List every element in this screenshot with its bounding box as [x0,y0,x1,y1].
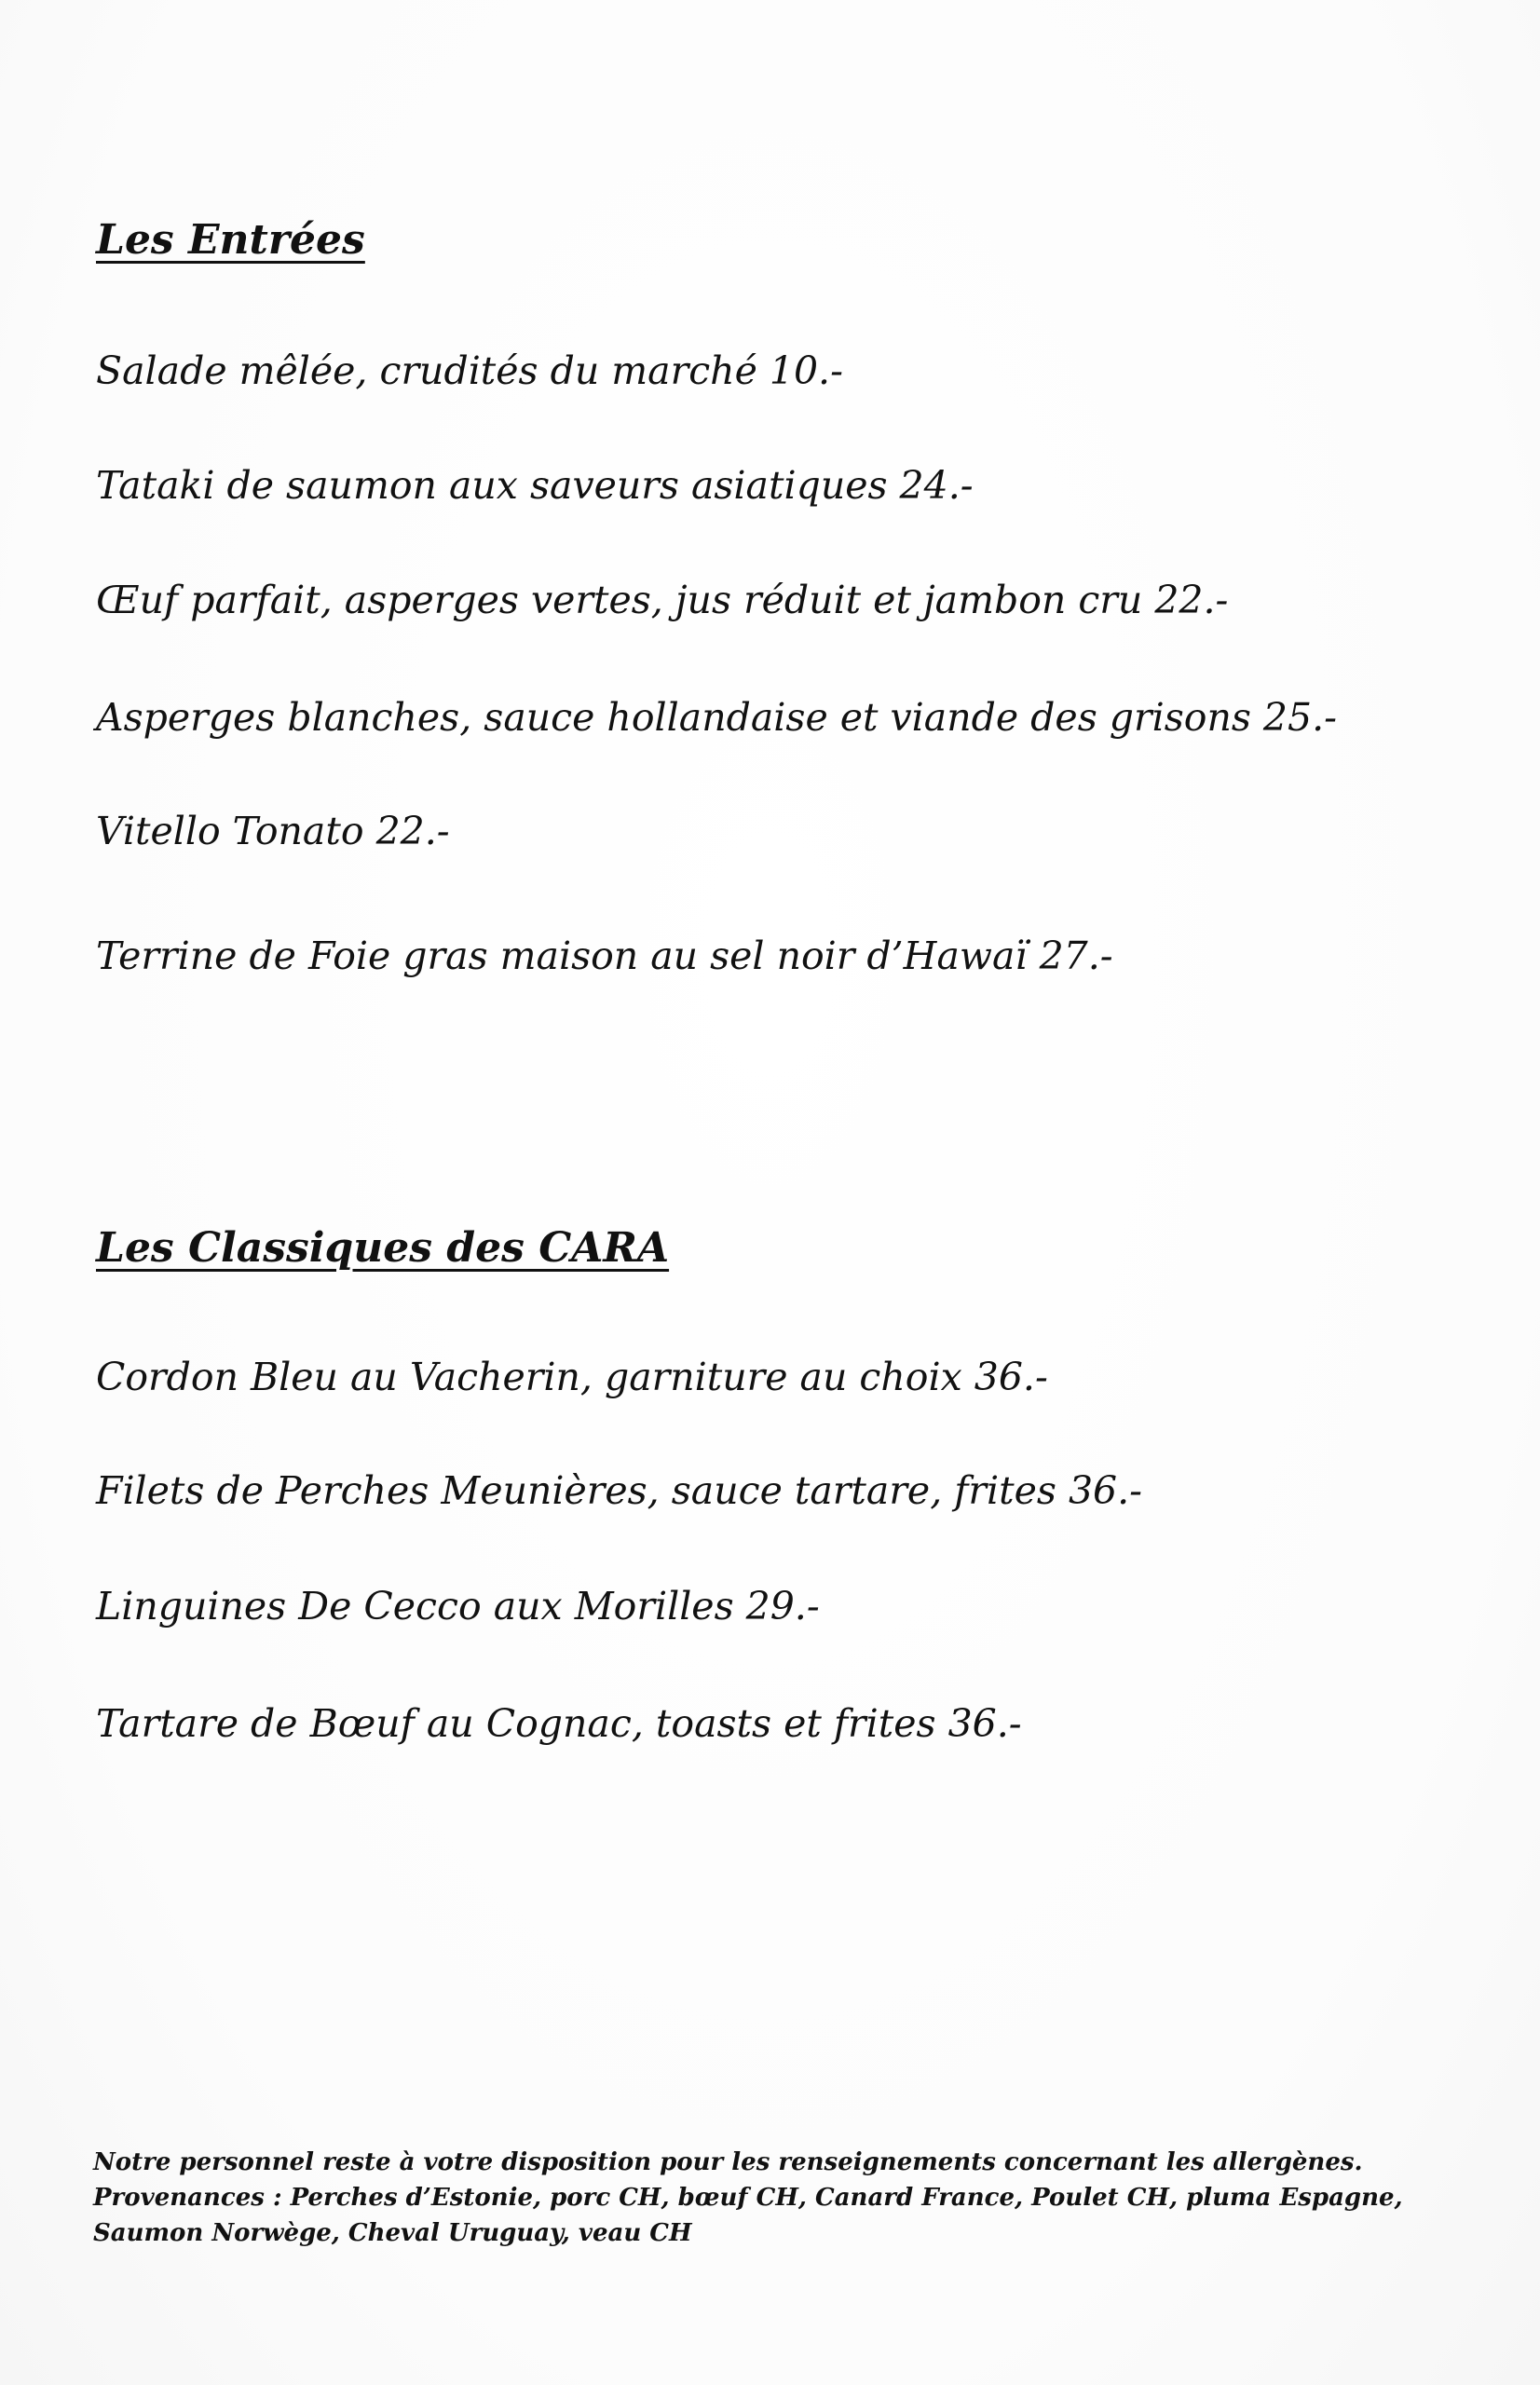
allergens-note: Notre personnel reste à votre disposition pour les renseignements concernant les allergènes. [93,2148,1363,2176]
section-entrees [96,212,1447,995]
menu-item: Linguines De Cecco aux Morilles 29.- [96,1584,820,1629]
menu-item: Cordon Bleu au Vacherin, garniture au choix 36.- [96,1355,1048,1399]
menu-item: Terrine de Foie gras maison au sel noir d’Hawaï 27.- [96,934,1113,978]
menu-item: Œuf parfait, asperges vertes, jus réduit et jambon cru 22.- [96,578,1229,622]
menu-item: Vitello Tonato 22.- [96,809,450,853]
section-classiques [96,1220,1447,1779]
menu-item: Asperges blanches, sauce hollandaise et viande des grisons 25.- [96,695,1337,740]
menu-item: Tataki de saumon aux saveurs asiatiques 24.- [96,463,974,508]
section-title-entrees: Les Entrées [96,216,365,264]
section-title-classiques: Les Classiques des CARA [96,1224,670,1272]
menu-item: Tartare de Bœuf au Cognac, toasts et frites 36.- [96,1701,1022,1746]
menu-item: Salade mêlée, crudités du marché 10.- [96,348,843,393]
provenance-note: Provenances : Perches d’Estonie, porc CH, bœuf CH, Canard France, Poulet CH, pluma Espagne, Saumon Norwège, Cheval Uruguay, veau CH [93,2184,1403,2247]
menu-footer [93,2145,1472,2251]
menu-item: Filets de Perches Meunières, sauce tartare, frites 36.- [96,1468,1143,1513]
